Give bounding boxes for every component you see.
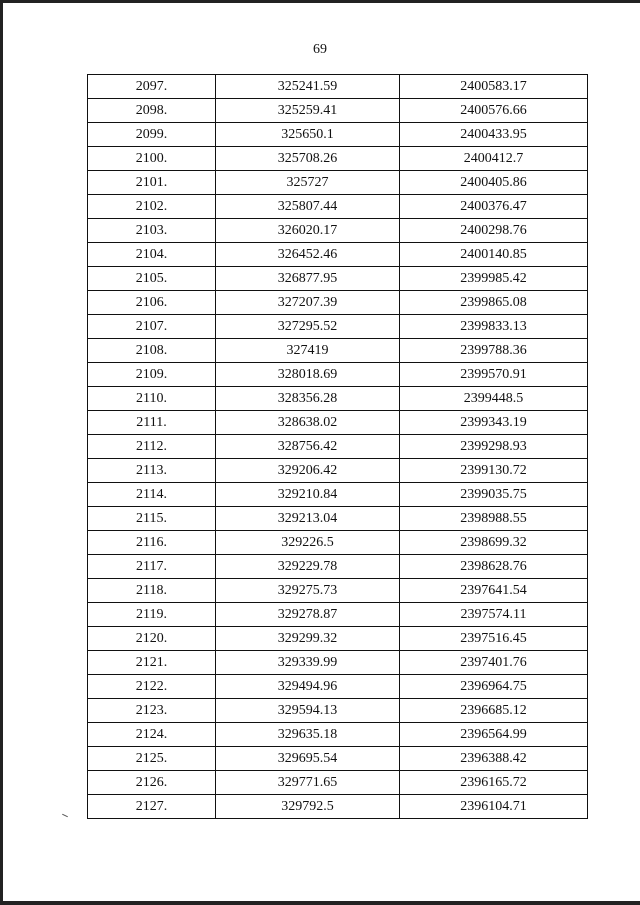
y-coordinate-cell: 2396964.75 bbox=[400, 675, 588, 699]
table-row bbox=[88, 699, 588, 723]
x-coordinate-cell: 329771.65 bbox=[216, 771, 400, 795]
table-row bbox=[88, 603, 588, 627]
table-row bbox=[88, 195, 588, 219]
table-row bbox=[88, 147, 588, 171]
point-number-cell: 2122. bbox=[88, 675, 216, 699]
y-coordinate-cell: 2396165.72 bbox=[400, 771, 588, 795]
table-row bbox=[88, 75, 588, 99]
y-coordinate-cell: 2399985.42 bbox=[400, 267, 588, 291]
table-row bbox=[88, 243, 588, 267]
x-coordinate-cell: 325708.26 bbox=[216, 147, 400, 171]
table-row bbox=[88, 795, 588, 819]
point-number-cell: 2104. bbox=[88, 243, 216, 267]
point-number-cell: 2108. bbox=[88, 339, 216, 363]
table-row bbox=[88, 267, 588, 291]
table-row bbox=[88, 531, 588, 555]
table-row bbox=[88, 171, 588, 195]
x-coordinate-cell: 329594.13 bbox=[216, 699, 400, 723]
scan-edge-bottom bbox=[0, 901, 640, 905]
x-coordinate-cell: 329339.99 bbox=[216, 651, 400, 675]
x-coordinate-cell: 326877.95 bbox=[216, 267, 400, 291]
table-row bbox=[88, 387, 588, 411]
point-number-cell: 2107. bbox=[88, 315, 216, 339]
x-coordinate-cell: 329792.5 bbox=[216, 795, 400, 819]
y-coordinate-cell: 2399343.19 bbox=[400, 411, 588, 435]
point-number-cell: 2101. bbox=[88, 171, 216, 195]
x-coordinate-cell: 325241.59 bbox=[216, 75, 400, 99]
point-number-cell: 2106. bbox=[88, 291, 216, 315]
point-number-cell: 2119. bbox=[88, 603, 216, 627]
x-coordinate-cell: 329494.96 bbox=[216, 675, 400, 699]
x-coordinate-cell: 325259.41 bbox=[216, 99, 400, 123]
table-row bbox=[88, 459, 588, 483]
coordinates-table bbox=[87, 74, 588, 819]
y-coordinate-cell: 2396104.71 bbox=[400, 795, 588, 819]
y-coordinate-cell: 2400405.86 bbox=[400, 171, 588, 195]
point-number-cell: 2120. bbox=[88, 627, 216, 651]
y-coordinate-cell: 2398988.55 bbox=[400, 507, 588, 531]
point-number-cell: 2111. bbox=[88, 411, 216, 435]
table-row bbox=[88, 339, 588, 363]
page-number: 69 bbox=[313, 42, 327, 57]
point-number-cell: 2103. bbox=[88, 219, 216, 243]
table-row bbox=[88, 435, 588, 459]
table-row bbox=[88, 99, 588, 123]
y-coordinate-cell: 2400298.76 bbox=[400, 219, 588, 243]
scan-edge-left bbox=[0, 0, 3, 905]
table-row bbox=[88, 723, 588, 747]
table-row bbox=[88, 747, 588, 771]
table-row bbox=[88, 627, 588, 651]
x-coordinate-cell: 329206.42 bbox=[216, 459, 400, 483]
table-row bbox=[88, 363, 588, 387]
y-coordinate-cell: 2397401.76 bbox=[400, 651, 588, 675]
point-number-cell: 2105. bbox=[88, 267, 216, 291]
y-coordinate-cell: 2398628.76 bbox=[400, 555, 588, 579]
x-coordinate-cell: 328756.42 bbox=[216, 435, 400, 459]
x-coordinate-cell: 329229.78 bbox=[216, 555, 400, 579]
table-row bbox=[88, 675, 588, 699]
point-number-cell: 2112. bbox=[88, 435, 216, 459]
y-coordinate-cell: 2400412.7 bbox=[400, 147, 588, 171]
y-coordinate-cell: 2400583.17 bbox=[400, 75, 588, 99]
table-row bbox=[88, 123, 588, 147]
table-row bbox=[88, 579, 588, 603]
x-coordinate-cell: 325650.1 bbox=[216, 123, 400, 147]
y-coordinate-cell: 2400433.95 bbox=[400, 123, 588, 147]
table-row bbox=[88, 291, 588, 315]
point-number-cell: 2110. bbox=[88, 387, 216, 411]
y-coordinate-cell: 2396685.12 bbox=[400, 699, 588, 723]
point-number-cell: 2102. bbox=[88, 195, 216, 219]
table-row bbox=[88, 411, 588, 435]
y-coordinate-cell: 2399865.08 bbox=[400, 291, 588, 315]
y-coordinate-cell: 2397641.54 bbox=[400, 579, 588, 603]
y-coordinate-cell: 2397516.45 bbox=[400, 627, 588, 651]
point-number-cell: 2100. bbox=[88, 147, 216, 171]
y-coordinate-cell: 2399130.72 bbox=[400, 459, 588, 483]
x-coordinate-cell: 329299.32 bbox=[216, 627, 400, 651]
point-number-cell: 2126. bbox=[88, 771, 216, 795]
y-coordinate-cell: 2397574.11 bbox=[400, 603, 588, 627]
point-number-cell: 2123. bbox=[88, 699, 216, 723]
point-number-cell: 2121. bbox=[88, 651, 216, 675]
x-coordinate-cell: 328638.02 bbox=[216, 411, 400, 435]
y-coordinate-cell: 2398699.32 bbox=[400, 531, 588, 555]
point-number-cell: 2109. bbox=[88, 363, 216, 387]
table-row bbox=[88, 771, 588, 795]
point-number-cell: 2125. bbox=[88, 747, 216, 771]
y-coordinate-cell: 2399833.13 bbox=[400, 315, 588, 339]
point-number-cell: 2116. bbox=[88, 531, 216, 555]
point-number-cell: 2097. bbox=[88, 75, 216, 99]
y-coordinate-cell: 2396388.42 bbox=[400, 747, 588, 771]
y-coordinate-cell: 2396564.99 bbox=[400, 723, 588, 747]
y-coordinate-cell: 2400140.85 bbox=[400, 243, 588, 267]
point-number-cell: 2115. bbox=[88, 507, 216, 531]
point-number-cell: 2099. bbox=[88, 123, 216, 147]
table-row bbox=[88, 555, 588, 579]
table-row bbox=[88, 483, 588, 507]
x-coordinate-cell: 328018.69 bbox=[216, 363, 400, 387]
table-row bbox=[88, 507, 588, 531]
x-coordinate-cell: 326452.46 bbox=[216, 243, 400, 267]
x-coordinate-cell: 329210.84 bbox=[216, 483, 400, 507]
scan-mark bbox=[62, 814, 68, 817]
scan-edge-top bbox=[0, 0, 640, 3]
y-coordinate-cell: 2399035.75 bbox=[400, 483, 588, 507]
x-coordinate-cell: 325727 bbox=[216, 171, 400, 195]
x-coordinate-cell: 327419 bbox=[216, 339, 400, 363]
coordinates-table-body bbox=[88, 75, 588, 819]
point-number-cell: 2127. bbox=[88, 795, 216, 819]
x-coordinate-cell: 328356.28 bbox=[216, 387, 400, 411]
x-coordinate-cell: 326020.17 bbox=[216, 219, 400, 243]
point-number-cell: 2114. bbox=[88, 483, 216, 507]
x-coordinate-cell: 329278.87 bbox=[216, 603, 400, 627]
table-row bbox=[88, 219, 588, 243]
y-coordinate-cell: 2400376.47 bbox=[400, 195, 588, 219]
x-coordinate-cell: 329635.18 bbox=[216, 723, 400, 747]
y-coordinate-cell: 2399570.91 bbox=[400, 363, 588, 387]
y-coordinate-cell: 2399448.5 bbox=[400, 387, 588, 411]
x-coordinate-cell: 327207.39 bbox=[216, 291, 400, 315]
x-coordinate-cell: 329275.73 bbox=[216, 579, 400, 603]
y-coordinate-cell: 2399788.36 bbox=[400, 339, 588, 363]
point-number-cell: 2117. bbox=[88, 555, 216, 579]
table-row bbox=[88, 315, 588, 339]
x-coordinate-cell: 325807.44 bbox=[216, 195, 400, 219]
point-number-cell: 2098. bbox=[88, 99, 216, 123]
point-number-cell: 2118. bbox=[88, 579, 216, 603]
y-coordinate-cell: 2400576.66 bbox=[400, 99, 588, 123]
x-coordinate-cell: 327295.52 bbox=[216, 315, 400, 339]
x-coordinate-cell: 329695.54 bbox=[216, 747, 400, 771]
point-number-cell: 2124. bbox=[88, 723, 216, 747]
x-coordinate-cell: 329213.04 bbox=[216, 507, 400, 531]
x-coordinate-cell: 329226.5 bbox=[216, 531, 400, 555]
table-row bbox=[88, 651, 588, 675]
point-number-cell: 2113. bbox=[88, 459, 216, 483]
y-coordinate-cell: 2399298.93 bbox=[400, 435, 588, 459]
